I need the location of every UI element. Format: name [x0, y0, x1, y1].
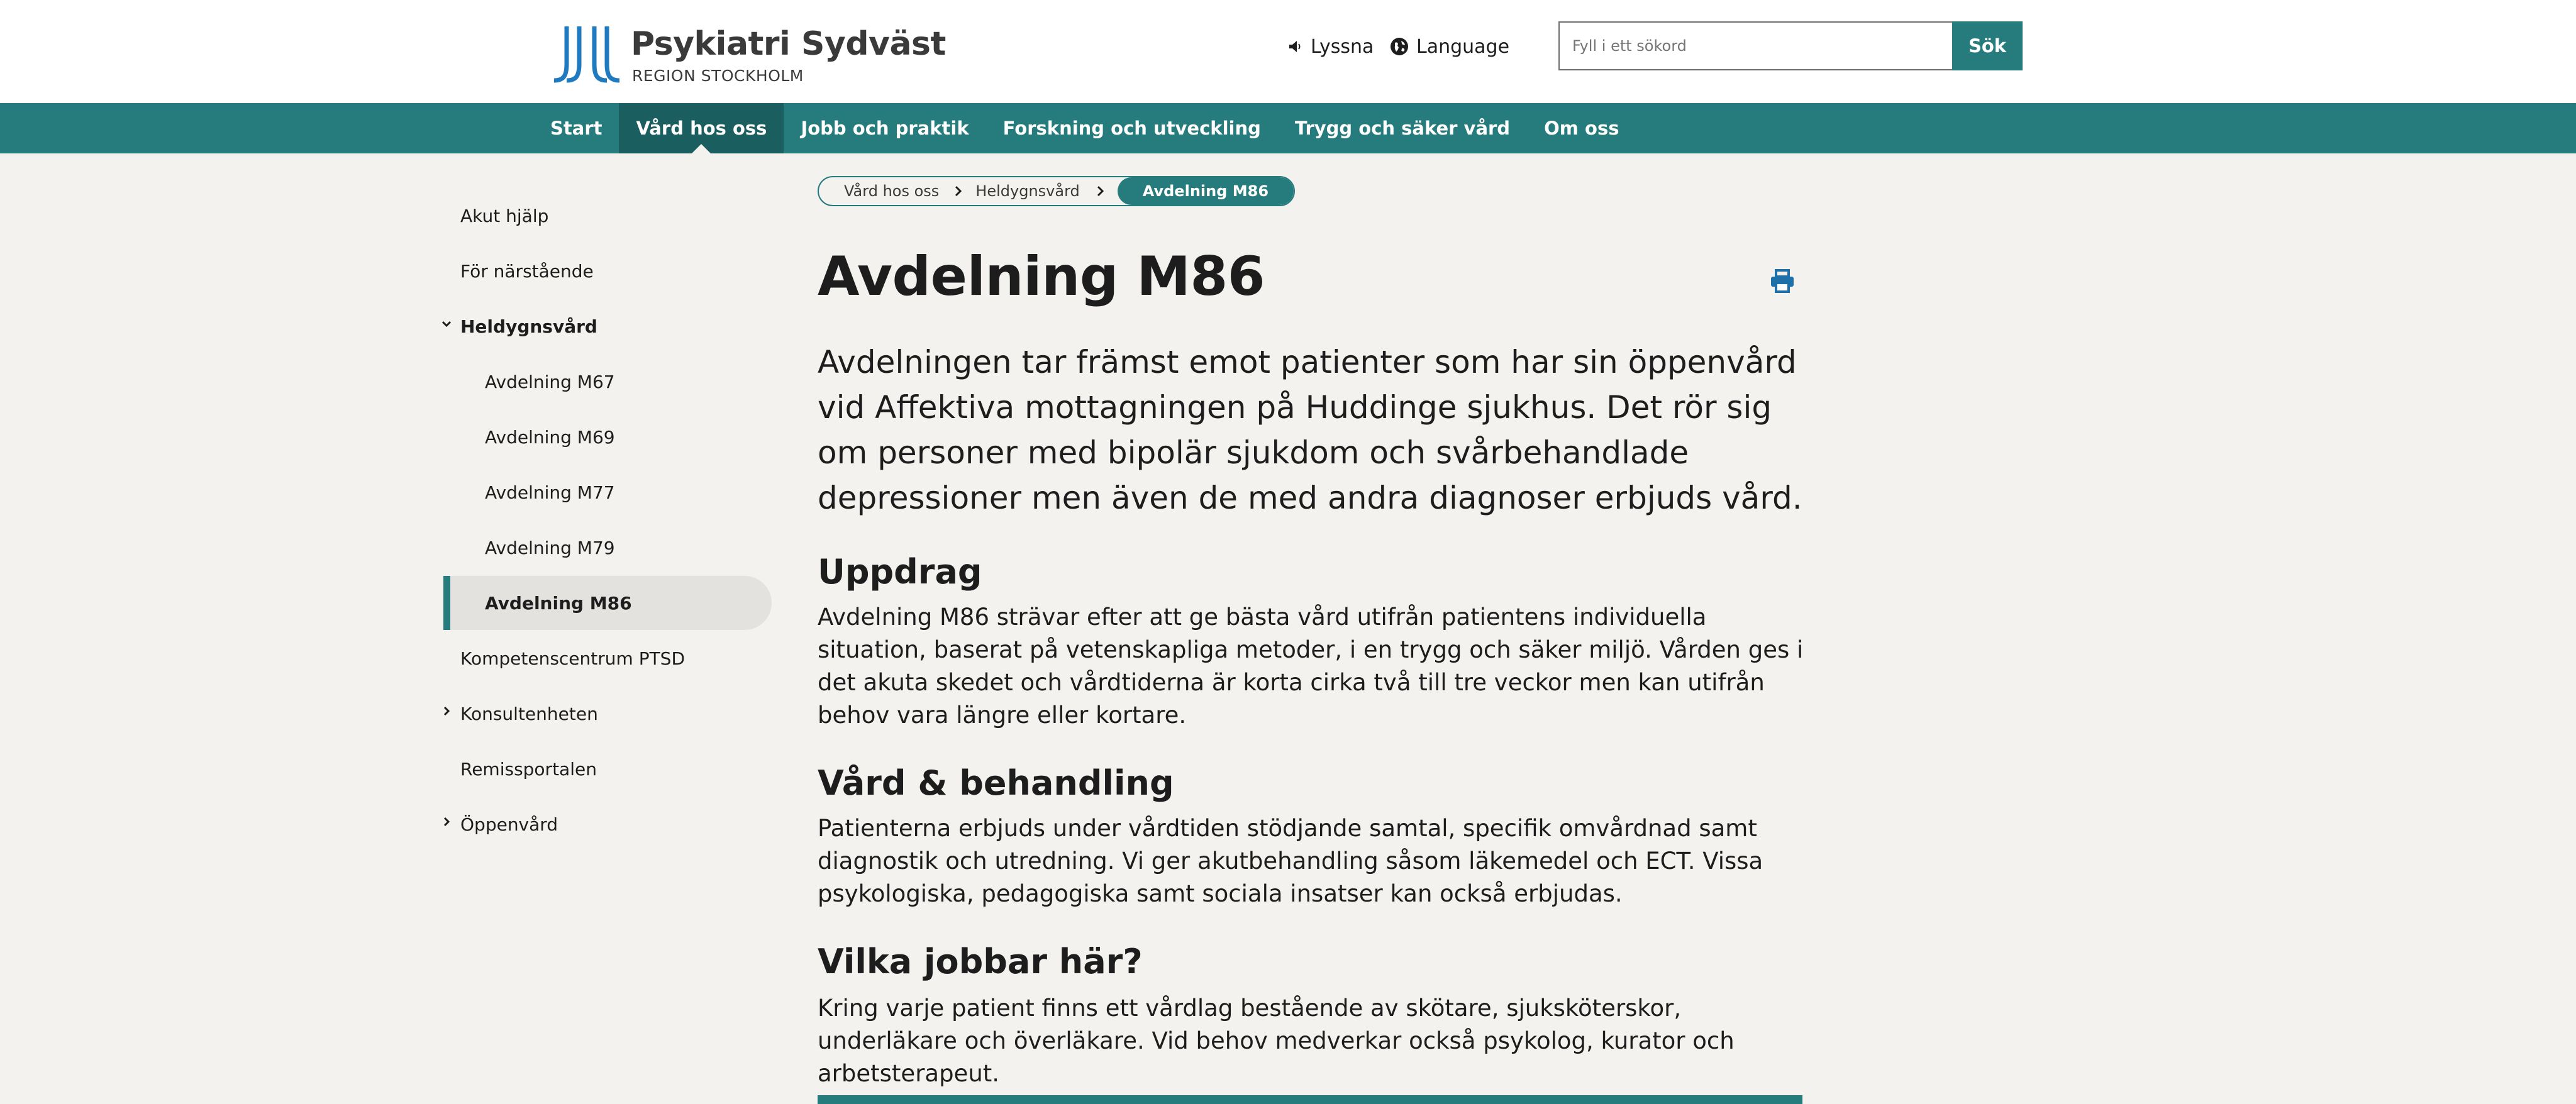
search-input[interactable]	[1558, 21, 1952, 70]
nav-item-om-oss[interactable]: Om oss	[1544, 118, 1619, 139]
sidebar-item-avdelning-m79[interactable]	[443, 521, 730, 575]
section-heading-vilka-jobbar-har: Vilka jobbar här?	[818, 942, 1143, 981]
section-heading-vard-behandling: Vård & behandling	[818, 763, 1174, 803]
chevron-right-icon[interactable]	[441, 816, 452, 827]
sidebar-item-avdelning-m77[interactable]	[443, 465, 730, 519]
breadcrumb	[818, 176, 1295, 206]
sidebar-item-kompetenscentrum-ptsd[interactable]	[443, 631, 730, 685]
sidebar-item-konsultenheten[interactable]	[443, 687, 730, 741]
main-navigation	[0, 103, 2576, 153]
site-header	[0, 0, 2576, 103]
listen-link[interactable]	[1288, 33, 1374, 60]
listen-label: Lyssna	[1311, 35, 1374, 58]
nav-item-jobb-och-praktik[interactable]: Jobb och praktik	[801, 118, 969, 139]
sidebar-item-label: För närstående	[460, 260, 594, 282]
sidebar-item-label: Akut hjälp	[460, 205, 549, 226]
language-link[interactable]	[1390, 33, 1509, 60]
globe-icon	[1390, 37, 1409, 56]
section-text-vard-behandling: Patienterna erbjuds under vårdtiden stödjande samtal, specifik omvårdnad samt diagnostik och utredning. Vi ger akutbehandling såsom läkemedel och ECT. Vissa psykologiska, pedagogiska samt sociala insatser kan också erbjudas.	[818, 815, 1763, 907]
sidebar-item-for-narstaende[interactable]	[443, 244, 730, 298]
chevron-right-icon[interactable]	[441, 705, 452, 717]
nav-item-start[interactable]: Start	[550, 118, 602, 139]
sidebar-item-oppenvard[interactable]	[443, 797, 730, 851]
print-icon[interactable]	[1770, 269, 1795, 293]
site-logo[interactable]	[550, 23, 946, 86]
sidebar-item-label: Avdelning M67	[485, 371, 615, 392]
chevron-right-icon	[1096, 177, 1105, 205]
sidebar-item-label: Remissportalen	[460, 758, 597, 780]
sidebar-item-label: Öppenvård	[460, 814, 558, 835]
breadcrumb-item-current: Avdelning M86	[1118, 177, 1294, 205]
speaker-icon	[1288, 39, 1303, 54]
section-text-uppdrag: Avdelning M86 strävar efter att ge bästa vård utifrån patientens individuella situation, baserat på vetenskapliga metoder, i en trygg och säker miljö. Vården ges i det akuta skedet och vårdtiderna är korta cirka två till tre veckor men kan utifrån behov vara längre eller kortare.	[818, 604, 1804, 729]
sidebar-item-remissportalen[interactable]	[443, 742, 730, 796]
logo-mark-icon	[550, 25, 623, 86]
breadcrumb-item-vard-hos-oss[interactable]: Vård hos oss	[844, 182, 940, 200]
sidebar-item-heldygnsvard[interactable]	[443, 299, 730, 353]
section-text-vilka-jobbar-har: Kring varje patient finns ett vårdlag bestående av skötare, sjuksköterskor, underläkare och överläkare. Vid behov medverkar också psykolog, kurator och arbetsterapeut.	[818, 995, 1735, 1087]
logo-subtitle: REGION STOCKHOLM	[632, 67, 804, 85]
sidebar-item-label: Konsultenheten	[460, 703, 598, 724]
nav-item-trygg-och-saker-vard[interactable]: Trygg och säker vård	[1294, 118, 1511, 139]
breadcrumb-item-heldygnsvard[interactable]: Heldygnsvård	[975, 182, 1080, 200]
chevron-right-icon	[954, 177, 963, 205]
nav-item-forskning-och-utveckling[interactable]: Forskning och utveckling	[1002, 118, 1261, 139]
sidebar-item-label: Avdelning M79	[485, 537, 615, 558]
sidebar-item-label: Heldygnsvård	[460, 316, 597, 337]
search-button[interactable]: Sök	[1952, 21, 2023, 70]
sidebar-item-label: Avdelning M69	[485, 426, 615, 448]
section-heading-uppdrag: Uppdrag	[818, 552, 982, 592]
sidebar-item-label: Avdelning M86	[485, 592, 632, 614]
sidebar-item-label: Avdelning M77	[485, 482, 615, 503]
sidebar-item-avdelning-m86[interactable]	[443, 576, 772, 630]
chevron-down-icon[interactable]	[441, 318, 452, 329]
lead-paragraph: Avdelningen tar främst emot patienter som har sin öppenvård vid Affektiva mottagningen på Huddinge sjukhus. Det rör sig om personer med bipolär sjukdom och svårbehandlade depressioner men även de med andra diagnoser erbjuds vård.	[818, 344, 1802, 516]
logo-title: Psykiatri Sydväst	[631, 25, 946, 63]
sidebar-item-avdelning-m67[interactable]	[443, 355, 730, 409]
content-box-top-edge	[818, 1095, 1802, 1104]
nav-item-vard-hos-oss[interactable]: Vård hos oss	[619, 103, 784, 153]
sidebar-item-avdelning-m69[interactable]	[443, 410, 730, 464]
sidebar-item-label: Kompetenscentrum PTSD	[460, 648, 686, 669]
page-title: Avdelning M86	[818, 245, 1265, 308]
language-label: Language	[1416, 35, 1510, 58]
sidebar-item-akut-hjalp[interactable]	[443, 189, 730, 243]
